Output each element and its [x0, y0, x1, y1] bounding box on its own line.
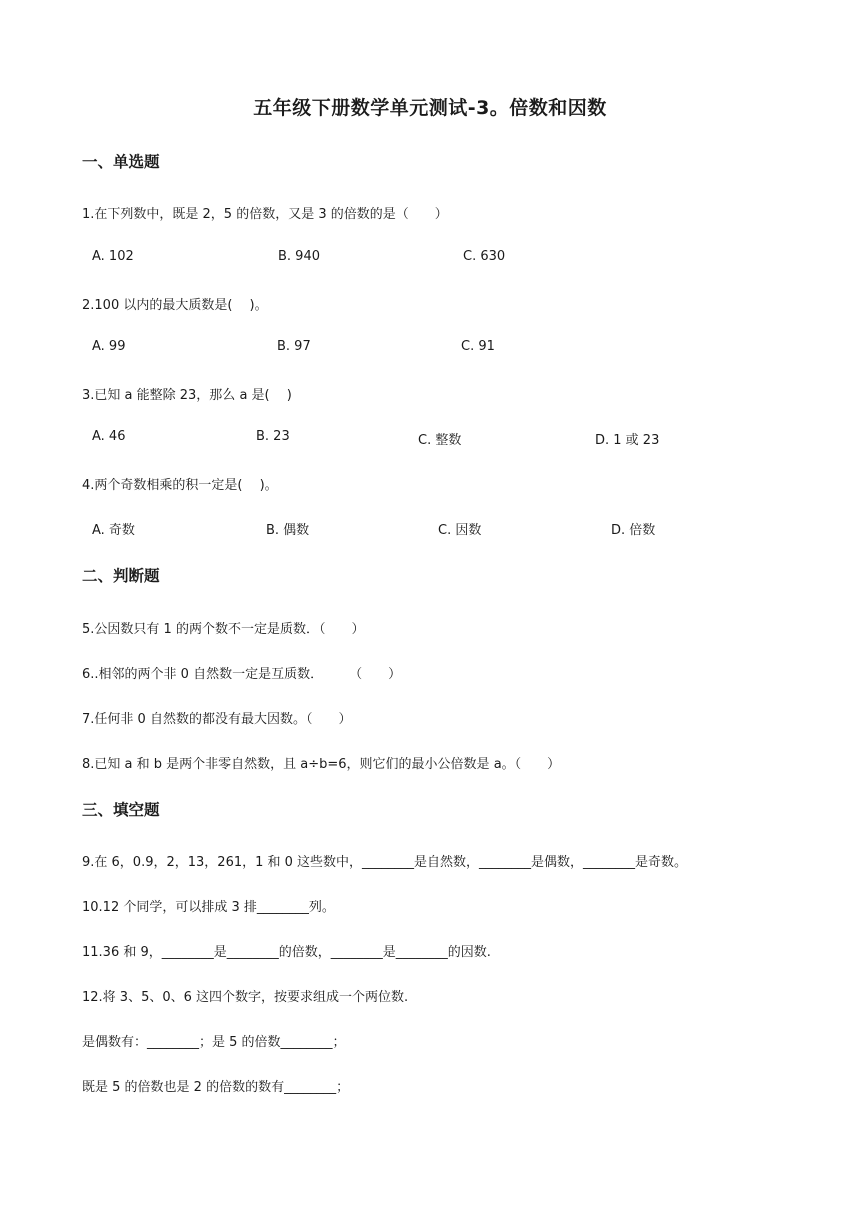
question-12-line-1: 是偶数有：________；是 5 的倍数________； — [82, 1035, 346, 1050]
question-10: 10.12 个同学，可以排成 3 排________列。 — [82, 900, 335, 915]
question-8: 8.已知 a 和 b 是两个非零自然数，且 a÷b=6，则它们的最小公倍数是 a。（ ） — [82, 757, 561, 772]
option-d: D. 1 或 23 — [595, 433, 660, 448]
option-a: A. 奇数 — [92, 523, 135, 538]
question-11: 11.36 和 9，________是________的倍数，________是________的因数. — [82, 945, 491, 960]
page-title: 五年级下册数学单元测试-3。倍数和因数 — [253, 97, 607, 119]
option-d: D. 倍数 — [611, 523, 656, 538]
question-3-options — [92, 429, 792, 449]
option-b: B. 偶数 — [266, 523, 310, 538]
option-a: A. 46 — [92, 429, 126, 444]
option-c: C. 因数 — [438, 523, 482, 538]
question-3: 3.已知 a 能整除 23，那么 a 是( ) — [82, 388, 292, 403]
option-a: A. 99 — [92, 339, 126, 354]
question-12: 12.将 3、5、0、6 这四个数字，按要求组成一个两位数. — [82, 990, 409, 1005]
question-7: 7.任何非 0 自然数的都没有最大因数。（ ） — [82, 712, 352, 727]
option-c: C. 91 — [461, 339, 495, 354]
question-1: 1.在下列数中，既是 2，5 的倍数，又是 3 的倍数的是（ ） — [82, 207, 448, 222]
section-heading-single-choice: 一、单选题 — [82, 153, 160, 171]
section-heading-true-false: 二、判断题 — [82, 567, 160, 585]
option-b: B. 940 — [278, 249, 320, 264]
question-9: 9.在 6，0.9，2，13，261，1 和 0 这些数中，________是自然数，________是偶数，________是奇数。 — [82, 855, 688, 870]
question-1-options — [92, 249, 792, 269]
question-5: 5.公因数只有 1 的两个数不一定是质数．（ ） — [82, 622, 365, 637]
option-c: C. 630 — [463, 249, 506, 264]
question-2: 2.100 以内的最大质数是( )。 — [82, 298, 268, 313]
question-4-options — [92, 519, 792, 539]
question-2-options — [92, 339, 792, 359]
option-b: B. 23 — [256, 429, 290, 444]
question-4: 4.两个奇数相乘的积一定是( )。 — [82, 478, 278, 493]
option-b: B. 97 — [277, 339, 311, 354]
section-heading-fill-blank: 三、填空题 — [82, 801, 160, 819]
question-6: 6..相邻的两个非 0 自然数一定是互质数． （ ） — [82, 667, 402, 682]
option-a: A. 102 — [92, 249, 134, 264]
question-12-line-2: 既是 5 的倍数也是 2 的倍数的数有________； — [82, 1080, 350, 1095]
option-c: C. 整数 — [418, 433, 462, 448]
